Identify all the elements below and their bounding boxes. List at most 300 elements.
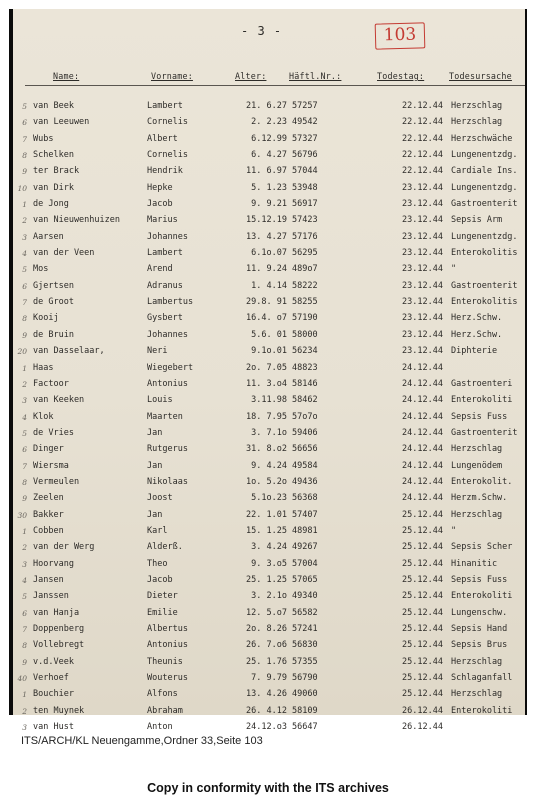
table-row — [13, 608, 525, 624]
birth-date-cell: 7. 9.79 — [251, 673, 287, 684]
surname-cell: de Vries — [33, 427, 74, 438]
surname-cell: van Dasselaar, — [33, 346, 105, 357]
first-name-cell: Theo — [147, 558, 168, 569]
table-row — [13, 689, 525, 705]
table-row — [13, 248, 525, 264]
birth-date-cell: 26. 4.12 — [246, 705, 287, 716]
table-row — [13, 166, 525, 182]
cause-of-death-cell: Cardiale Ins. — [451, 166, 518, 177]
row-number: 10 — [17, 183, 27, 193]
header-age: Alter: — [235, 71, 267, 81]
birth-date-cell: 5.1o.23 — [251, 493, 287, 504]
first-name-cell: Alderß. — [147, 542, 183, 553]
row-number: 3 — [22, 396, 27, 406]
prisoner-number-cell: 49584 — [292, 460, 318, 471]
prisoner-number-cell: 49340 — [292, 591, 318, 602]
surname-cell: Cobben — [33, 525, 64, 536]
surname-cell: Schelken — [33, 150, 74, 161]
birth-date-cell: 11. 9.24 — [246, 264, 287, 275]
birth-date-cell: 5.6. 01 — [251, 329, 287, 340]
cause-of-death-cell: " — [451, 525, 457, 536]
birth-date-cell: 25. 1.76 — [246, 656, 287, 667]
prisoner-number-cell: 56830 — [292, 640, 318, 651]
cause-of-death-cell: Herzschlag — [451, 444, 503, 455]
prisoner-number-cell: 56790 — [292, 673, 318, 684]
surname-cell: Vollebregt — [33, 640, 85, 651]
prisoner-number-cell: 49542 — [292, 117, 318, 128]
row-number: 7 — [22, 134, 27, 144]
surname-cell: Mos — [33, 264, 49, 275]
death-date-cell: 22.12.44 — [402, 117, 443, 128]
cause-of-death-cell: Sepsis Brus — [451, 640, 508, 651]
table-row — [13, 706, 525, 722]
cause-of-death-cell: Enterokoliti — [451, 591, 513, 602]
cause-of-death-cell: Gastroenterit — [451, 427, 518, 438]
row-number: 4 — [22, 412, 27, 422]
birth-date-cell: 9. 3.o5 — [251, 558, 287, 569]
death-date-cell: 24.12.44 — [402, 476, 443, 487]
death-date-cell: 23.12.44 — [402, 329, 443, 340]
surname-cell: Zeelen — [33, 493, 64, 504]
first-name-cell: Karl — [147, 525, 168, 536]
surname-cell: van Hust — [33, 722, 74, 733]
table-row — [13, 428, 525, 444]
surname-cell: Verhoef — [33, 673, 69, 684]
death-date-cell: 24.12.44 — [402, 395, 443, 406]
row-number: 5 — [22, 428, 27, 438]
cause-of-death-cell: Enterokolit. — [451, 476, 513, 487]
surname-cell: ter Brack — [33, 166, 80, 177]
row-number: 8 — [22, 641, 27, 651]
death-date-cell: 24.12.44 — [402, 493, 443, 504]
surname-cell: de Groot — [33, 297, 74, 308]
birth-date-cell: 21. 6.27 — [246, 101, 287, 111]
death-date-cell: 25.12.44 — [402, 591, 443, 602]
birth-date-cell: 5. 1.23 — [251, 182, 287, 193]
birth-date-cell: 29.8. 91 — [246, 297, 287, 308]
prisoner-number-cell: 57190 — [292, 313, 318, 324]
first-name-cell: Gysbert — [147, 313, 183, 324]
surname-cell: Wubs — [33, 133, 54, 144]
death-date-cell: 24.12.44 — [402, 444, 443, 455]
surname-cell: Factoor — [33, 378, 69, 389]
cause-of-death-cell: Herz.Schw. — [451, 329, 503, 340]
birth-date-cell: 12. 5.o7 — [246, 607, 287, 618]
death-date-cell: 26.12.44 — [402, 722, 443, 733]
row-number: 1 — [22, 363, 27, 373]
death-date-cell: 24.12.44 — [402, 362, 443, 373]
table-row — [13, 363, 525, 379]
cause-of-death-cell: Diphterie — [451, 346, 498, 357]
table-row — [13, 232, 525, 248]
first-name-cell: Joost — [147, 493, 173, 504]
prisoner-number-cell: 57044 — [292, 166, 318, 177]
cause-of-death-cell: Herzschlag — [451, 509, 503, 520]
prisoner-number-cell: 56647 — [292, 722, 318, 733]
birth-date-cell: 9. 4.24 — [251, 460, 287, 471]
cause-of-death-cell: Lungenentzdg. — [451, 150, 518, 161]
birth-date-cell: 11. 3.o4 — [246, 378, 287, 389]
archive-caption: ITS/ARCH/KL Neuengamme,Ordner 33,Seite 103 — [21, 735, 263, 747]
birth-date-cell: 1. 4.14 — [251, 280, 287, 291]
surname-cell: Jansen — [33, 574, 64, 585]
prisoner-number-cell: 48981 — [292, 525, 318, 536]
prisoner-number-cell: 56917 — [292, 199, 318, 210]
first-name-cell: Wouterus — [147, 673, 188, 684]
row-number: 9 — [22, 494, 27, 504]
first-name-cell: Jacob — [147, 574, 173, 585]
surname-cell: Klok — [33, 411, 54, 422]
document-scan — [9, 9, 527, 733]
cause-of-death-cell: Herzm.Schw. — [451, 493, 508, 504]
row-number: 6 — [22, 281, 27, 291]
table-row — [13, 281, 525, 297]
death-date-cell: 25.12.44 — [402, 542, 443, 553]
prisoner-number-cell: 59406 — [292, 427, 318, 438]
death-date-cell: 24.12.44 — [402, 427, 443, 438]
death-date-cell: 23.12.44 — [402, 297, 443, 308]
surname-cell: van der Werg — [33, 542, 95, 553]
prisoner-number-cell: 48823 — [292, 362, 318, 373]
first-name-cell: Theunis — [147, 656, 183, 667]
first-name-cell: Cornelis — [147, 117, 188, 128]
row-number: 8 — [22, 477, 27, 487]
birth-date-cell: 15. 1.25 — [246, 525, 287, 536]
header-name: Name: — [53, 71, 80, 81]
row-number: 2 — [22, 379, 27, 389]
death-date-cell: 23.12.44 — [402, 264, 443, 275]
death-date-cell: 22.12.44 — [402, 101, 443, 111]
prisoner-number-cell: 49060 — [292, 689, 318, 700]
row-number: 3 — [22, 559, 27, 569]
row-number: 9 — [22, 330, 27, 340]
surname-cell: Wiersma — [33, 460, 69, 471]
cause-of-death-cell: Enterokoliti — [451, 705, 513, 716]
conformity-footer: Copy in conformity with the ITS archives — [147, 781, 389, 795]
table-row — [13, 640, 525, 656]
table-row — [13, 559, 525, 575]
prisoner-number-cell: 58000 — [292, 329, 318, 340]
table-row — [13, 461, 525, 477]
table-row — [13, 477, 525, 493]
row-number: 2 — [22, 543, 27, 553]
row-number: 2 — [22, 706, 27, 716]
birth-date-cell: 2o. 7.05 — [246, 362, 287, 373]
row-number: 9 — [22, 167, 27, 177]
first-name-cell: Jan — [147, 460, 163, 471]
death-date-cell: 24.12.44 — [402, 460, 443, 471]
surname-cell: van Nieuwenhuizen — [33, 215, 120, 226]
row-number: 7 — [22, 461, 27, 471]
prisoner-number-cell: 56368 — [292, 493, 318, 504]
prisoner-number-cell: 57327 — [292, 133, 318, 144]
birth-date-cell: 16.4. o7 — [246, 313, 287, 324]
table-row — [13, 510, 525, 526]
cause-of-death-cell: Herzschlag — [451, 101, 503, 111]
surname-cell: Gjertsen — [33, 280, 74, 291]
cause-of-death-cell: Lungenödem — [451, 460, 503, 471]
table-row — [13, 673, 525, 689]
prisoner-number-cell: 56582 — [292, 607, 318, 618]
surname-cell: van Dirk — [33, 182, 74, 193]
first-name-cell: Emilie — [147, 607, 178, 618]
surname-cell: Janssen — [33, 591, 69, 602]
cause-of-death-cell: Gastroenteri — [451, 378, 513, 389]
row-number: 6 — [22, 118, 27, 128]
surname-cell: van Hanja — [33, 607, 80, 618]
row-number: 20 — [17, 347, 27, 357]
table-row — [13, 117, 525, 133]
cause-of-death-cell: Sepsis Arm — [451, 215, 503, 226]
surname-cell: van Leeuwen — [33, 117, 90, 128]
first-name-cell: Jacob — [147, 199, 173, 210]
death-date-cell: 25.12.44 — [402, 525, 443, 536]
prisoner-number-cell: 56796 — [292, 150, 318, 161]
cause-of-death-cell: Herzschlag — [451, 117, 503, 128]
death-date-cell: 23.12.44 — [402, 182, 443, 193]
table-row — [13, 183, 525, 199]
death-date-cell: 25.12.44 — [402, 689, 443, 700]
birth-date-cell: 31. 8.o2 — [246, 444, 287, 455]
first-name-cell: Neri — [147, 346, 168, 357]
surname-cell: Doppenberg — [33, 624, 85, 634]
header-rule — [25, 85, 525, 86]
prisoner-number-cell: 58109 — [292, 705, 318, 716]
first-name-cell: Nikolaas — [147, 476, 188, 487]
death-date-cell: 25.12.44 — [402, 574, 443, 585]
prisoner-number-cell: 49267 — [292, 542, 318, 553]
surname-cell: de Jong — [33, 199, 69, 210]
birth-date-cell: 9.1o.01 — [251, 346, 287, 357]
death-date-cell: 23.12.44 — [402, 280, 443, 291]
first-name-cell: Albert — [147, 133, 178, 144]
birth-date-cell: 13. 4.27 — [246, 231, 287, 242]
death-date-cell: 26.12.44 — [402, 705, 443, 716]
table-row — [13, 215, 525, 231]
birth-date-cell: 6.12.99 — [251, 133, 287, 144]
surname-cell: van Beek — [33, 101, 74, 111]
death-date-cell: 24.12.44 — [402, 411, 443, 422]
birth-date-cell: 3.11.98 — [251, 395, 287, 406]
prisoner-number-cell: 56234 — [292, 346, 318, 357]
death-date-cell: 23.12.44 — [402, 313, 443, 324]
death-date-cell: 23.12.44 — [402, 231, 443, 242]
birth-date-cell: 26. 7.o6 — [246, 640, 287, 651]
cause-of-death-cell: Herz.Schw. — [451, 313, 503, 324]
first-name-cell: Cornelis — [147, 150, 188, 161]
first-name-cell: Albertus — [147, 624, 188, 634]
table-row — [13, 330, 525, 346]
birth-date-cell: 13. 4.26 — [246, 689, 287, 700]
first-name-cell: Marius — [147, 215, 178, 226]
death-date-cell: 24.12.44 — [402, 378, 443, 389]
first-name-cell: Wiegebert — [147, 362, 194, 373]
surname-cell: Dinger — [33, 444, 64, 455]
cause-of-death-cell: Schlaganfall — [451, 673, 513, 684]
table-row — [13, 444, 525, 460]
prisoner-number-cell: 58146 — [292, 378, 318, 389]
prisoner-number-cell: 57065 — [292, 574, 318, 585]
surname-cell: Aarsen — [33, 231, 64, 242]
birth-date-cell: 2. 2.23 — [251, 117, 287, 128]
table-row — [13, 199, 525, 215]
table-row — [13, 134, 525, 150]
row-number: 8 — [22, 314, 27, 324]
row-number: 7 — [22, 625, 27, 634]
cause-of-death-cell: Enterokolitis — [451, 248, 518, 259]
birth-date-cell: 11. 6.97 — [246, 166, 287, 177]
birth-date-cell: 18. 7.95 — [246, 411, 287, 422]
archive-stamp: 103 — [375, 22, 426, 49]
cause-of-death-cell: Enterokolitis — [451, 297, 518, 308]
death-date-cell: 22.12.44 — [402, 166, 443, 177]
header-death-date: Todestag: — [377, 71, 425, 81]
row-number: 8 — [22, 151, 27, 161]
surname-cell: van Keeken — [33, 395, 85, 406]
prisoner-number-cell: 57176 — [292, 231, 318, 242]
first-name-cell: Hepke — [147, 182, 173, 193]
surname-cell: van der Veen — [33, 248, 95, 259]
first-name-cell: Abraham — [147, 705, 183, 716]
prisoner-number-cell: 57o7o — [292, 411, 318, 422]
row-number: 1 — [22, 526, 27, 536]
row-number: 6 — [22, 445, 27, 455]
birth-date-cell: 6. 4.27 — [251, 150, 287, 161]
cause-of-death-cell: Lungenentzdg. — [451, 231, 518, 242]
table-row — [13, 493, 525, 509]
cause-of-death-cell: Herzschwäche — [451, 133, 513, 144]
record-table — [13, 101, 525, 738]
death-date-cell: 23.12.44 — [402, 215, 443, 226]
death-date-cell: 25.12.44 — [402, 624, 443, 634]
table-row — [13, 264, 525, 280]
cause-of-death-cell: Herzschlag — [451, 656, 503, 667]
first-name-cell: Lambert — [147, 101, 183, 111]
prisoner-number-cell: 53948 — [292, 182, 318, 193]
document-sheet — [13, 9, 525, 733]
death-date-cell: 23.12.44 — [402, 199, 443, 210]
first-name-cell: Jan — [147, 427, 163, 438]
death-date-cell: 25.12.44 — [402, 558, 443, 569]
first-name-cell: Anton — [147, 722, 173, 733]
row-number: 3 — [22, 723, 27, 733]
row-number: 40 — [17, 674, 27, 684]
birth-date-cell: 9. 9.21 — [251, 199, 287, 210]
death-date-cell: 25.12.44 — [402, 656, 443, 667]
cause-of-death-cell: Gastroenterit — [451, 199, 518, 210]
death-date-cell: 25.12.44 — [402, 509, 443, 520]
birth-date-cell: 6.1o.07 — [251, 248, 287, 259]
first-name-cell: Lambertus — [147, 297, 194, 308]
prisoner-number-cell: 58462 — [292, 395, 318, 406]
table-row — [13, 542, 525, 558]
surname-cell: Bakker — [33, 509, 64, 520]
row-number: 1 — [22, 690, 27, 700]
cause-of-death-cell: Lungenschw. — [451, 607, 508, 618]
table-row — [13, 150, 525, 166]
row-number: 30 — [17, 510, 27, 520]
prisoner-number-cell: 489o7 — [292, 264, 318, 275]
prisoner-number-cell: 57407 — [292, 509, 318, 520]
page-number: - 3 - — [241, 24, 283, 38]
cause-of-death-cell: Gastroenterit — [451, 280, 518, 291]
death-date-cell: 25.12.44 — [402, 607, 443, 618]
row-number: 4 — [22, 249, 27, 259]
header-cause: Todesursache — [449, 71, 512, 81]
cause-of-death-cell: Lungenentzdg. — [451, 182, 518, 193]
surname-cell: Hoorvang — [33, 558, 74, 569]
surname-cell: ten Muynek — [33, 705, 85, 716]
table-row — [13, 379, 525, 395]
surname-cell: Bouchier — [33, 689, 74, 700]
row-number: 7 — [22, 298, 27, 308]
prisoner-number-cell: 57257 — [292, 101, 318, 111]
first-name-cell: Louis — [147, 395, 173, 406]
death-date-cell: 23.12.44 — [402, 346, 443, 357]
birth-date-cell: 24.12.o3 — [246, 722, 287, 733]
surname-cell: Kooij — [33, 313, 59, 324]
row-number: 4 — [22, 575, 27, 585]
cause-of-death-cell: " — [451, 264, 457, 275]
table-row — [13, 313, 525, 329]
cause-of-death-cell: Herzschlag — [451, 689, 503, 700]
first-name-cell: Dieter — [147, 591, 178, 602]
first-name-cell: Adranus — [147, 280, 183, 291]
birth-date-cell: 2o. 8.26 — [246, 624, 287, 634]
surname-cell: Vermeulen — [33, 476, 80, 487]
cause-of-death-cell: Enterokoliti — [451, 395, 513, 406]
row-number: 3 — [22, 232, 27, 242]
cause-of-death-cell: Sepsis Fuss — [451, 411, 508, 422]
first-name-cell: Johannes — [147, 231, 188, 242]
first-name-cell: Rutgerus — [147, 444, 188, 455]
birth-date-cell: 25. 1.25 — [246, 574, 287, 585]
surname-cell: v.d.Veek — [33, 656, 74, 667]
birth-date-cell: 3. 7.1o — [251, 427, 287, 438]
table-row — [13, 575, 525, 591]
first-name-cell: Maarten — [147, 411, 183, 422]
row-number: 2 — [22, 216, 27, 226]
first-name-cell: Lambert — [147, 248, 183, 259]
death-date-cell: 23.12.44 — [402, 248, 443, 259]
table-row — [13, 412, 525, 428]
birth-date-cell: 15.12.19 — [246, 215, 287, 226]
table-row — [13, 526, 525, 542]
prisoner-number-cell: 49436 — [292, 476, 318, 487]
row-number: 5 — [22, 592, 27, 602]
prisoner-number-cell: 56295 — [292, 248, 318, 259]
birth-date-cell: 22. 1.01 — [246, 509, 287, 520]
row-number: 5 — [22, 102, 27, 111]
row-number: 5 — [22, 265, 27, 275]
cause-of-death-cell: Sepsis Hand — [451, 624, 508, 634]
birth-date-cell: 3. 2.1o — [251, 591, 287, 602]
first-name-cell: Antonius — [147, 640, 188, 651]
header-first-name: Vorname: — [151, 71, 193, 81]
prisoner-number-cell: 57423 — [292, 215, 318, 226]
first-name-cell: Alfons — [147, 689, 178, 700]
table-row — [13, 346, 525, 362]
death-date-cell: 22.12.44 — [402, 133, 443, 144]
table-row — [13, 657, 525, 673]
table-row — [13, 591, 525, 607]
birth-date-cell: 3. 4.24 — [251, 542, 287, 553]
surname-cell: Haas — [33, 362, 54, 373]
prisoner-number-cell: 58255 — [292, 297, 318, 308]
birth-date-cell: 1o. 5.2o — [246, 476, 287, 487]
table-row — [13, 395, 525, 411]
first-name-cell: Antonius — [147, 378, 188, 389]
